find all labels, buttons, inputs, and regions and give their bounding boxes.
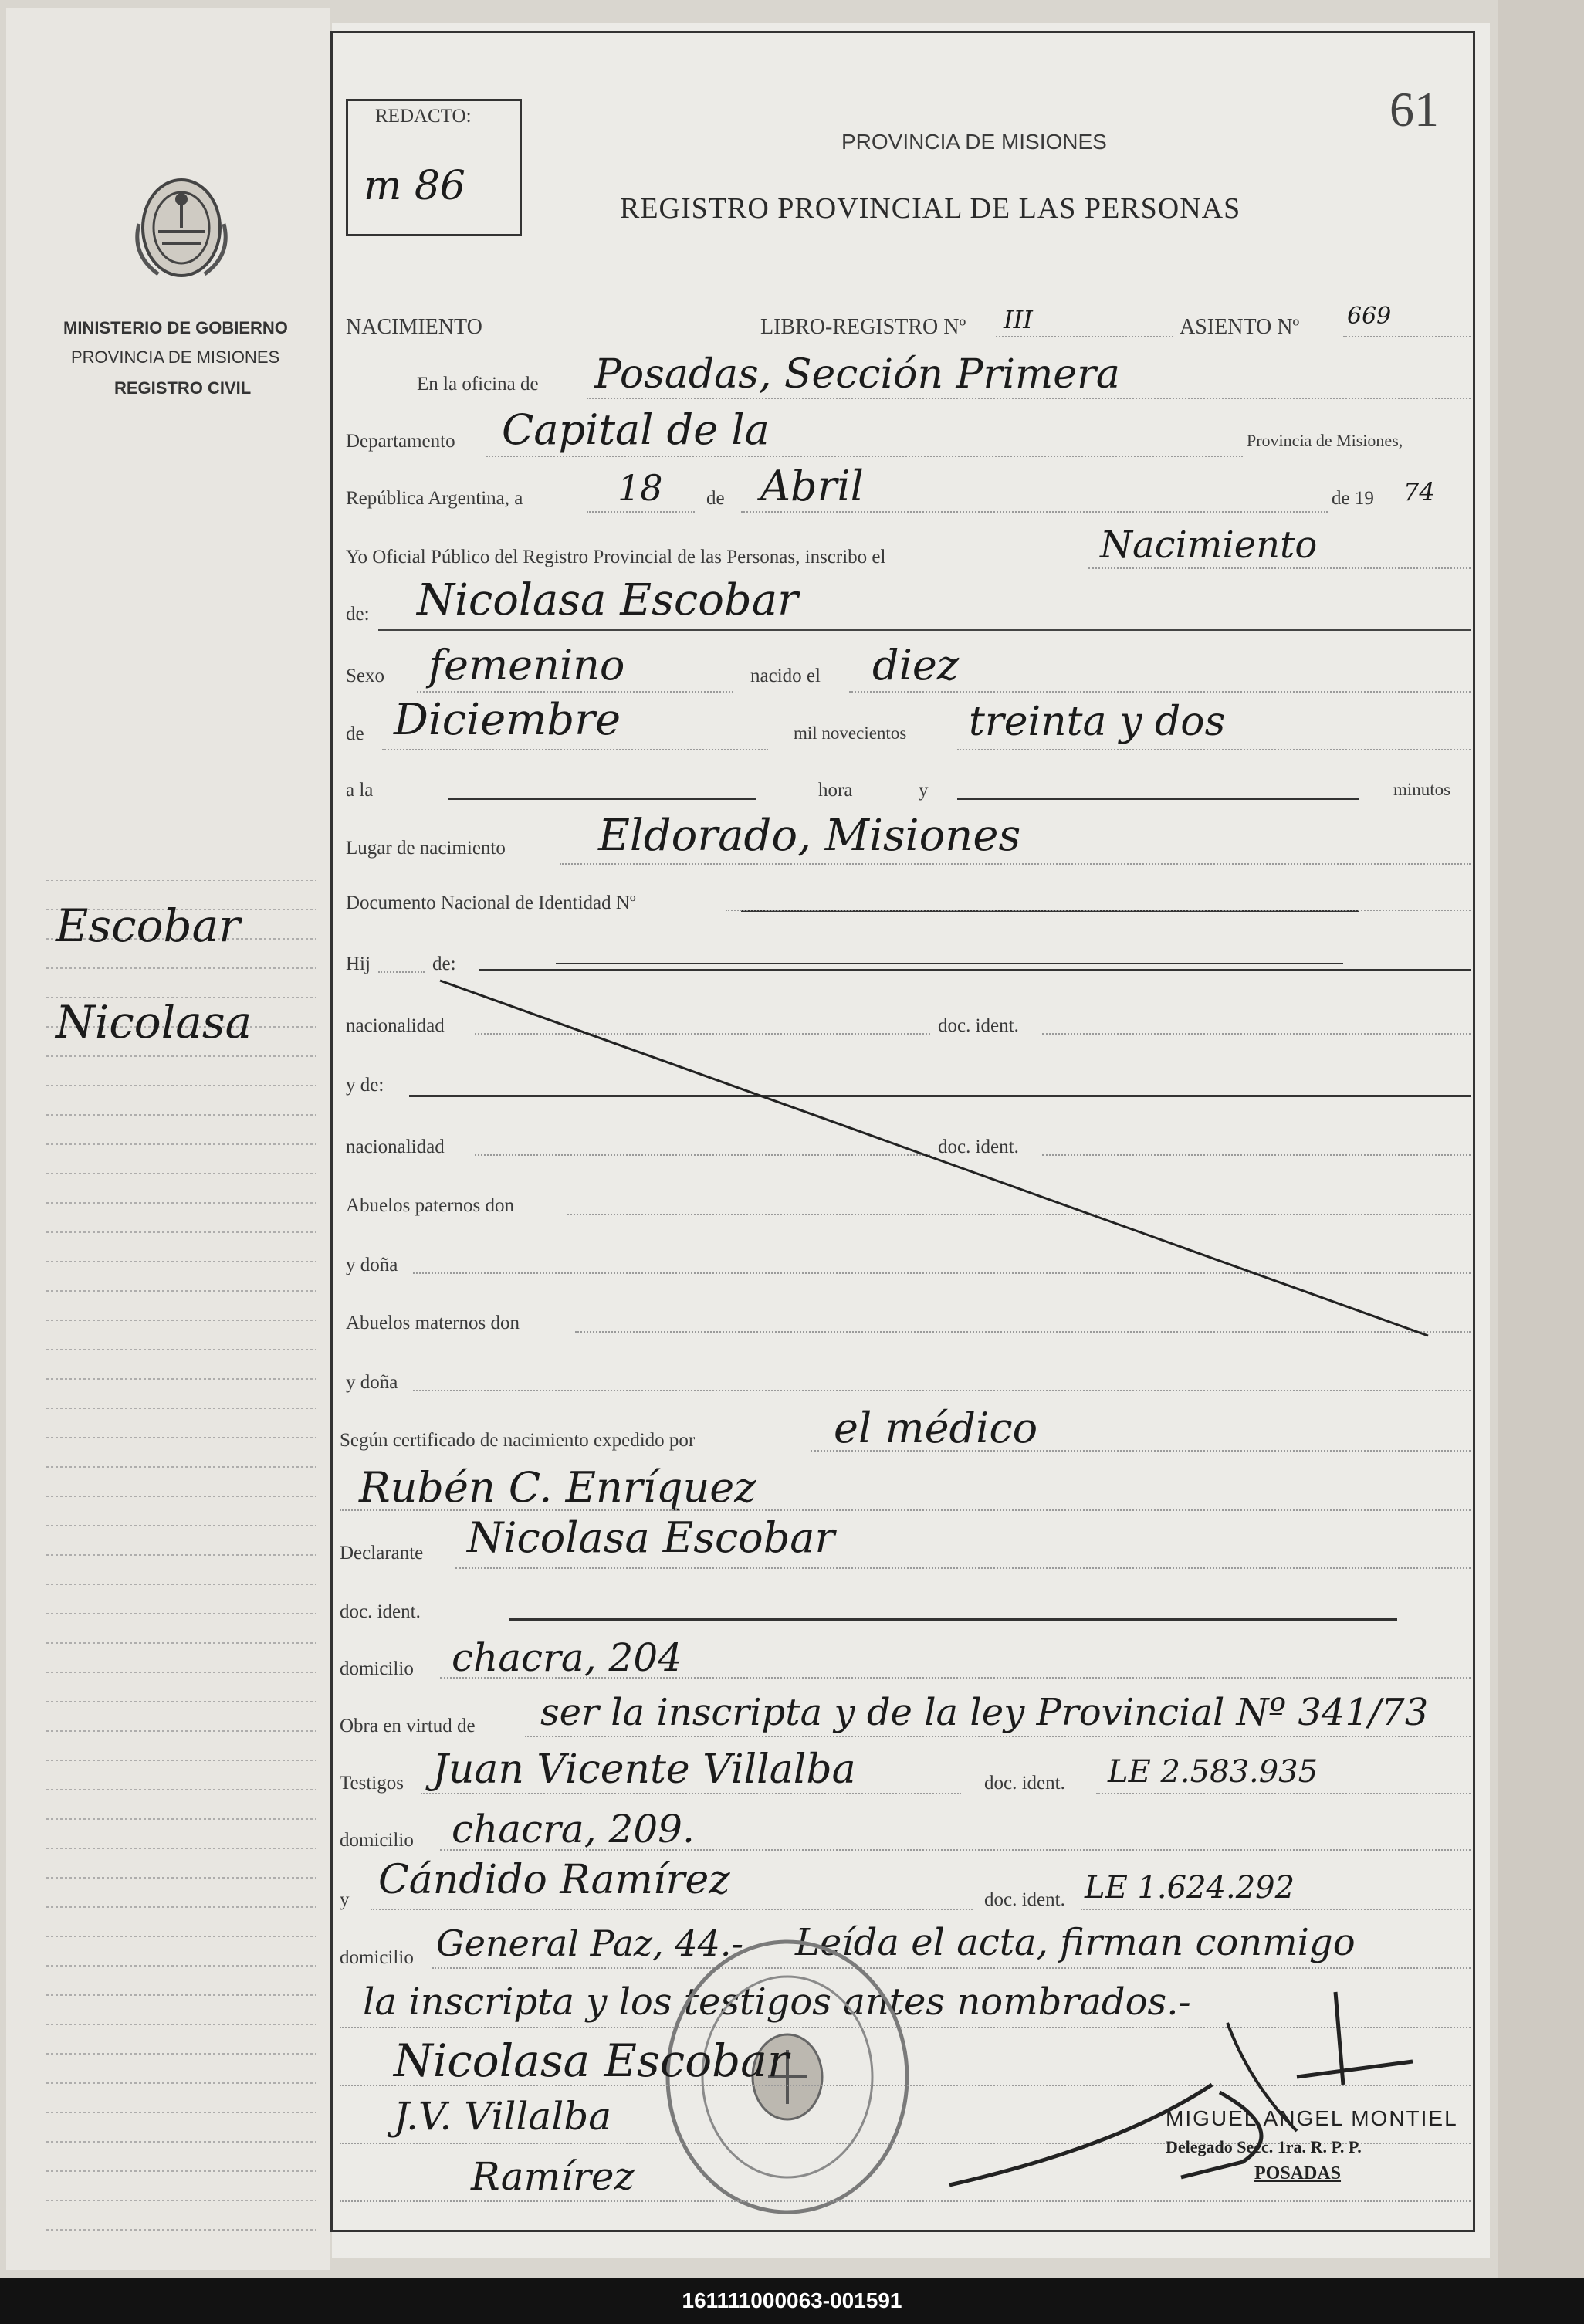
official-role: Delegado Secc. 1ra. R. P. P.	[1166, 2137, 1362, 2156]
top-border-line	[330, 31, 1475, 33]
obra-label: Obra en virtud de	[340, 1716, 476, 1736]
footer-id: 161111000063-001591	[682, 2288, 902, 2312]
fecha-ano: 74	[1403, 477, 1435, 506]
margin-ruled-lines	[46, 880, 316, 2239]
hij-blank	[378, 971, 425, 973]
domicilio-3-line	[432, 1967, 1471, 1969]
hij-de-line	[479, 969, 1471, 971]
testigo-2-line	[371, 1909, 973, 1910]
departamento-value: Capital de la	[502, 405, 770, 454]
declarante-line	[455, 1567, 1471, 1569]
domicilio-2-line	[440, 1849, 1471, 1851]
leida-text: Leída el acta, firman conmigo	[795, 1921, 1356, 1964]
mil-value: treinta y dos	[969, 699, 1226, 745]
lugar-line	[560, 863, 1471, 865]
nacido-label: nacido el	[750, 666, 821, 686]
testigos-label: Testigos	[340, 1773, 404, 1794]
doc-ident-1: doc. ident.	[938, 1015, 1019, 1036]
dni-dotted	[726, 910, 1471, 911]
asiento-label: ASIENTO Nº	[1180, 315, 1300, 339]
doc-ident-declarante: doc. ident.	[340, 1601, 421, 1622]
header-title: REGISTRO PROVINCIAL DE LAS PERSONAS	[620, 192, 1241, 225]
oficina-line	[587, 398, 1471, 399]
sexo-label: Sexo	[346, 666, 384, 686]
ministry-title: MINISTERIO DE GOBIERNO	[63, 318, 288, 337]
mes-line	[382, 749, 768, 750]
mil-label: mil novecientos	[794, 723, 907, 743]
signature-testigo-1: J.V. Villalba	[394, 2094, 612, 2139]
redacto-box	[346, 99, 522, 236]
fecha-mes: Abril	[760, 462, 864, 510]
nacido-value: diez	[872, 641, 960, 689]
a-la-label: a la	[346, 780, 374, 801]
testigos-doc-label: doc. ident.	[984, 1773, 1065, 1794]
oficial-line	[1088, 567, 1471, 569]
lugar-label: Lugar de nacimiento	[346, 838, 506, 859]
certificado-line	[811, 1450, 1471, 1452]
official-city: POSADAS	[1254, 2163, 1342, 2183]
leida-text-2: la inscripta y los testigos antes nombrados.-	[363, 1980, 1191, 2024]
fecha-de: de	[706, 488, 725, 509]
testigo-2-doc-value: LE 1.624.292	[1085, 1870, 1295, 1906]
oficina-value: Posadas, Sección Primera	[594, 351, 1120, 398]
hij-label: Hij	[346, 954, 371, 974]
testigo-2-doc-label: doc. ident.	[984, 1889, 1065, 1910]
de-value: Nicolasa Escobar	[417, 575, 798, 625]
certificado-value: el médico	[834, 1404, 1038, 1452]
obra-line	[525, 1736, 1471, 1737]
fecha-dia: 18	[618, 467, 663, 509]
nacido-line	[849, 691, 1471, 693]
fecha-ano-prefix: de 19	[1332, 488, 1374, 509]
official-signature-icon	[888, 1977, 1444, 2193]
testigos-value: Juan Vicente Villalba	[432, 1746, 856, 1793]
signature-inscripta: Nicolasa Escobar	[394, 2034, 789, 2087]
page-edge	[1498, 0, 1584, 2278]
footer-id-bar	[0, 2278, 1584, 2324]
testigo-2-doc-line	[1081, 1909, 1471, 1910]
redacto-label: REDACTO:	[375, 106, 472, 127]
de-line	[378, 629, 1471, 631]
header-province: PROVINCIA DE MISIONES	[841, 130, 1107, 154]
fecha-prefix: República Argentina, a	[346, 488, 523, 509]
margin-given-name: Nicolasa	[56, 996, 252, 1049]
right-border-line	[1473, 31, 1475, 2231]
de-label: de:	[346, 604, 370, 625]
abuelos-maternos-label: Abuelos maternos don	[346, 1313, 520, 1333]
asiento-line	[1343, 336, 1471, 337]
testigo-2-value: Cándido Ramírez	[378, 1857, 730, 1903]
dni-label: Documento Nacional de Identidad Nº	[346, 893, 636, 913]
fecha-mes-line	[741, 511, 1328, 513]
signature-line-3	[340, 2200, 1471, 2202]
minutos-line	[957, 798, 1359, 800]
asiento-value: 669	[1347, 303, 1392, 330]
y-dona-2: y doña	[346, 1372, 398, 1393]
testigos-doc-line	[1096, 1793, 1471, 1794]
certificado-line2	[340, 1509, 1471, 1511]
libro-label: LIBRO-REGISTRO Nº	[760, 315, 966, 339]
obra-value: ser la inscripta y de la ley Provincial Nº 341/73	[540, 1691, 1429, 1734]
domicilio-1-value: chacra, 204	[452, 1635, 682, 1680]
declarante-value: Nicolasa Escobar	[467, 1513, 835, 1562]
oficial-value: Nacimiento	[1100, 523, 1318, 567]
oficina-label: En la oficina de	[417, 374, 539, 395]
abuelos-paternos-label: Abuelos paternos don	[346, 1195, 515, 1216]
left-border-line	[330, 31, 333, 2231]
oficial-label: Yo Oficial Público del Registro Provincial de las Personas, inscribo el	[346, 547, 886, 567]
domicilio-3-label: domicilio	[340, 1947, 414, 1968]
hij-de-label: de:	[432, 954, 456, 974]
y-dona-2-line	[413, 1390, 1471, 1391]
ministry-registro: REGISTRO CIVIL	[114, 378, 252, 398]
minutos-label: minutos	[1393, 780, 1451, 799]
libro-value: III	[1004, 305, 1033, 334]
nacimiento-label: NACIMIENTO	[346, 315, 482, 339]
mes-value: Diciembre	[394, 695, 621, 745]
hij-de-line2	[556, 963, 1343, 964]
bottom-border-line	[330, 2230, 1475, 2232]
mil-line	[957, 749, 1471, 750]
domicilio-1-line	[440, 1677, 1471, 1679]
libro-line	[996, 336, 1173, 337]
departamento-label: Departamento	[346, 431, 455, 452]
nacionalidad-1: nacionalidad	[346, 1015, 445, 1036]
declarante-label: Declarante	[340, 1543, 424, 1563]
y-de-label: y de:	[346, 1075, 384, 1096]
departamento-suffix: Provincia de Misiones,	[1247, 431, 1403, 450]
cancellation-stroke	[432, 973, 1436, 1343]
margin-surname: Escobar	[56, 899, 240, 952]
testigo-2-y: y	[340, 1889, 350, 1910]
fecha-dia-line	[587, 511, 695, 513]
domicilio-2-value: chacra, 209.	[452, 1807, 695, 1851]
domicilio-2-label: domicilio	[340, 1830, 414, 1851]
hora-label: hora	[818, 780, 853, 801]
signature-testigo-2: Ramírez	[471, 2154, 635, 2199]
departamento-line	[486, 456, 1243, 457]
provincial-seal-icon	[127, 170, 235, 286]
sexo-value: femenino	[428, 641, 625, 689]
sexo-line	[417, 691, 733, 693]
ministry-province: PROVINCIA DE MISIONES	[71, 347, 280, 367]
lugar-value: Eldorado, Misiones	[598, 811, 1021, 861]
redacto-value: m 86	[364, 163, 466, 209]
official-name: MIGUEL ANGEL MONTIEL	[1166, 2106, 1458, 2130]
doc-ident-declarante-line	[509, 1618, 1397, 1621]
nacionalidad-2: nacionalidad	[346, 1137, 445, 1157]
certificado-label: Según certificado de nacimiento expedido por	[340, 1430, 696, 1451]
domicilio-3-value: General Paz, 44.-	[436, 1923, 744, 1964]
y-dona-1: y doña	[346, 1255, 398, 1275]
doc-ident-2: doc. ident.	[938, 1137, 1019, 1157]
domicilio-1-label: domicilio	[340, 1658, 414, 1679]
y-label: y	[919, 780, 929, 801]
mes-label: de	[346, 723, 364, 744]
testigos-line	[421, 1793, 961, 1794]
certificado-value2: Rubén C. Enríquez	[359, 1463, 756, 1512]
testigos-doc-value: LE 2.583.935	[1108, 1754, 1318, 1790]
hora-line	[448, 798, 756, 800]
page-number: 61	[1389, 82, 1439, 137]
